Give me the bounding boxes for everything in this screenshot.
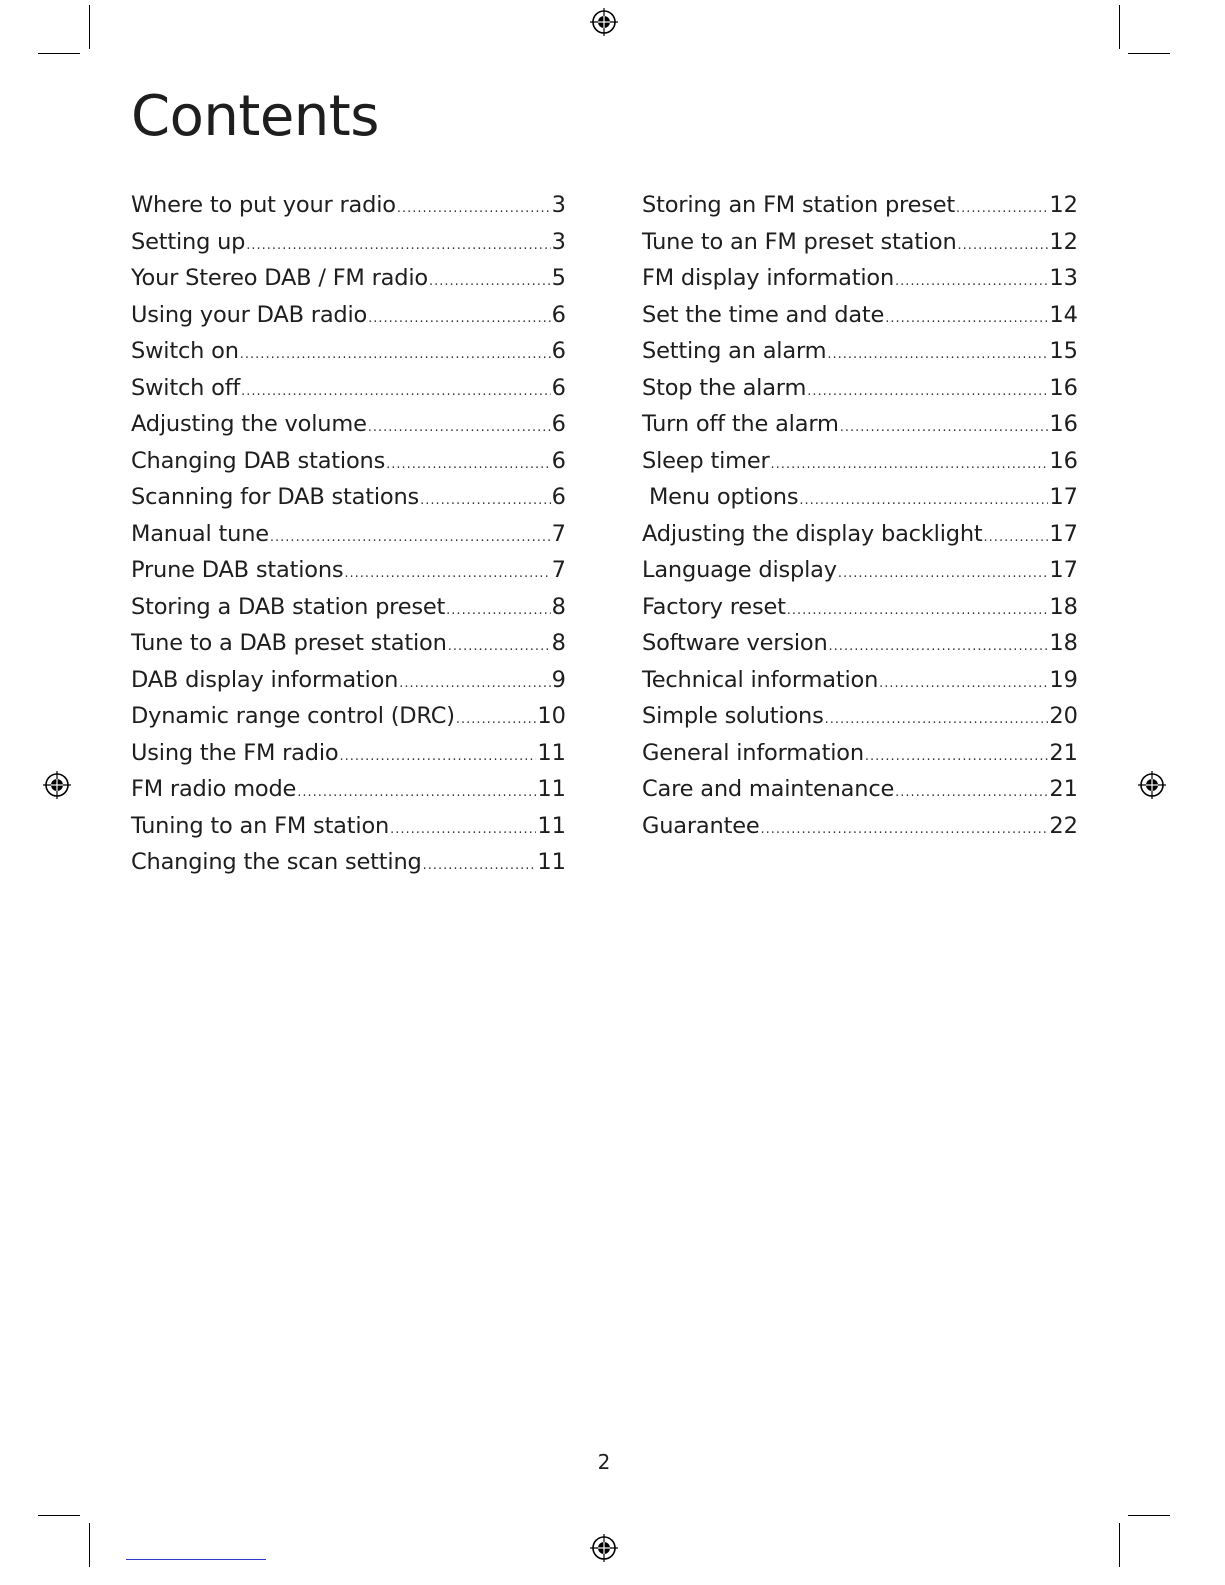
toc-entry-label: Stop the alarm [642, 374, 807, 401]
dot-leader [825, 712, 1049, 727]
dot-leader [956, 201, 1048, 216]
toc-entry-page: 17 [1049, 557, 1078, 583]
crop-mark [1128, 53, 1170, 54]
dot-leader [344, 566, 550, 581]
toc-entry-label: Changing DAB stations [131, 447, 386, 474]
toc-entry-page: 8 [551, 630, 566, 656]
dot-leader [386, 457, 551, 472]
toc-entry[interactable] [642, 192, 1078, 229]
toc-entry-page: 22 [1049, 812, 1078, 839]
dot-leader [368, 311, 551, 326]
dot-leader [456, 712, 537, 727]
toc-entry[interactable] [642, 521, 1078, 558]
toc-entry-label: Tune to a DAB preset station [131, 630, 447, 656]
dot-leader [879, 676, 1048, 691]
toc-entry[interactable] [131, 265, 566, 302]
toc-entry-page: 18 [1049, 630, 1078, 656]
toc-entry-page: 11 [537, 776, 566, 802]
toc-entry-label: FM display information [642, 265, 895, 291]
toc-entry-label: FM radio mode [131, 776, 297, 802]
dot-leader [827, 347, 1048, 362]
toc-entry[interactable] [642, 302, 1078, 339]
toc-entry[interactable] [131, 740, 566, 777]
toc-entry[interactable] [131, 594, 566, 631]
dot-leader [270, 530, 551, 545]
toc-entry[interactable] [131, 630, 566, 667]
dot-leader [838, 566, 1048, 581]
toc-entry-page: 11 [537, 739, 566, 766]
toc-entry-label: Setting an alarm [642, 338, 827, 364]
toc-entry-page: 7 [551, 520, 566, 547]
toc-entry-label: Simple solutions [642, 703, 824, 729]
toc-entry-label: Storing an FM station preset [642, 192, 956, 218]
toc-entry[interactable] [131, 484, 566, 521]
toc-entry[interactable] [131, 411, 566, 448]
dot-leader [240, 347, 551, 362]
crop-mark [38, 1515, 80, 1516]
toc-entry-label: Care and maintenance [642, 776, 895, 802]
toc-left-column [131, 192, 566, 886]
toc-entry-page: 9 [551, 666, 566, 693]
toc-right-column [642, 192, 1078, 849]
toc-entry[interactable] [642, 448, 1078, 485]
toc-entry[interactable] [642, 229, 1078, 266]
toc-entry[interactable] [642, 703, 1078, 740]
toc-entry-page: 6 [551, 411, 566, 437]
dot-leader [397, 201, 551, 216]
toc-entry-page: 11 [537, 812, 566, 839]
toc-entry-page: 21 [1049, 739, 1078, 766]
dot-leader [446, 603, 551, 618]
toc-entry[interactable] [642, 594, 1078, 631]
dot-leader [429, 274, 551, 289]
toc-entry-label: Where to put your radio [131, 192, 396, 218]
toc-entry[interactable] [131, 703, 566, 740]
dot-leader [761, 822, 1049, 837]
toc-entry[interactable] [131, 849, 566, 886]
dot-leader [339, 749, 536, 764]
dot-leader [771, 457, 1049, 472]
toc-entry-page: 10 [537, 703, 566, 729]
toc-entry[interactable] [642, 265, 1078, 302]
toc-entry-page: 16 [1049, 447, 1078, 474]
toc-entry-label: Prune DAB stations [131, 557, 344, 583]
toc-entry[interactable] [642, 667, 1078, 704]
dot-leader [807, 384, 1048, 399]
dot-leader [787, 603, 1049, 618]
toc-entry-label: Menu options [642, 484, 799, 510]
dot-leader [958, 238, 1049, 253]
toc-entry-label: Storing a DAB station preset [131, 593, 446, 620]
toc-entry[interactable] [642, 375, 1078, 412]
crop-mark [89, 5, 90, 49]
dot-leader [840, 420, 1049, 435]
toc-entry-label: Adjusting the display backlight [642, 520, 983, 547]
toc-entry-label: Adjusting the volume [131, 411, 367, 437]
toc-entry-label: Tuning to an FM station [131, 812, 390, 839]
toc-entry-page: 19 [1049, 666, 1078, 693]
dot-leader [984, 530, 1049, 545]
toc-entry-page: 5 [551, 265, 566, 291]
toc-entry-page: 17 [1049, 484, 1078, 510]
toc-entry-label: Software version [642, 630, 828, 656]
toc-entry-page: 6 [551, 484, 566, 510]
crop-mark [38, 53, 80, 54]
dot-leader [420, 493, 551, 508]
toc-entry-page: 6 [551, 301, 566, 328]
toc-entry-page: 16 [1049, 411, 1078, 437]
toc-entry-page: 6 [551, 338, 566, 364]
toc-entry[interactable] [131, 192, 566, 229]
dot-leader [895, 785, 1048, 800]
toc-entry[interactable] [131, 302, 566, 339]
crop-mark [89, 1523, 90, 1567]
crop-mark [1128, 1515, 1170, 1516]
toc-entry-page: 16 [1049, 374, 1078, 401]
toc-entry[interactable] [131, 776, 566, 813]
toc-entry[interactable] [642, 338, 1078, 375]
registration-mark-icon [1137, 770, 1167, 800]
toc-entry[interactable] [131, 338, 566, 375]
toc-entry-page: 6 [551, 374, 566, 401]
registration-mark-icon [589, 1533, 619, 1563]
toc-entry[interactable] [131, 557, 566, 594]
toc-entry-page: 12 [1049, 192, 1078, 218]
crop-mark [1119, 5, 1120, 49]
toc-entry-label: Tune to an FM preset station [642, 228, 957, 255]
dot-leader [246, 238, 550, 253]
toc-entry[interactable] [131, 813, 566, 850]
dot-leader [799, 493, 1048, 508]
toc-entry-page: 8 [551, 593, 566, 620]
dot-leader [241, 384, 551, 399]
toc-entry-label: Sleep timer [642, 447, 770, 474]
toc-entry-page: 15 [1049, 338, 1078, 364]
dot-leader [448, 639, 551, 654]
toc-entry[interactable] [642, 776, 1078, 813]
link-underline [126, 1559, 266, 1560]
toc-entry[interactable] [642, 813, 1078, 850]
registration-mark-icon [42, 770, 72, 800]
toc-entry-label: Setting up [131, 228, 246, 255]
toc-entry[interactable] [131, 448, 566, 485]
toc-entry[interactable] [642, 630, 1078, 667]
toc-entry-label: Manual tune [131, 520, 269, 547]
dot-leader [885, 311, 1048, 326]
toc-entry-page: 14 [1049, 301, 1078, 328]
toc-entry-label: General information [642, 739, 864, 766]
toc-entry-page: 13 [1049, 265, 1078, 291]
toc-entry-label: Changing the scan setting [131, 849, 422, 875]
toc-entry-page: 21 [1049, 776, 1078, 802]
toc-entry-label: Using your DAB radio [131, 301, 368, 328]
toc-entry-label: Using the FM radio [131, 739, 339, 766]
toc-entry-label: Guarantee [642, 812, 760, 839]
toc-entry[interactable] [642, 740, 1078, 777]
toc-entry-label: Switch off [131, 374, 241, 401]
toc-entry-label: Scanning for DAB stations [131, 484, 420, 510]
dot-leader [895, 274, 1048, 289]
toc-entry-label: Technical information [642, 666, 879, 693]
toc-entry-page: 11 [537, 849, 566, 875]
toc-entry[interactable] [131, 229, 566, 266]
page-number: 2 [597, 1450, 611, 1474]
toc-entry-page: 6 [551, 447, 566, 474]
dot-leader [368, 420, 551, 435]
dot-leader [829, 639, 1049, 654]
toc-entry-label: Factory reset [642, 593, 786, 620]
toc-entry-label: Dynamic range control (DRC) [131, 703, 455, 729]
toc-entry-page: 18 [1049, 593, 1078, 620]
toc-entry-label: Set the time and date [642, 301, 885, 328]
toc-entry-label: Language display [642, 557, 837, 583]
page-title: Contents [131, 84, 379, 149]
dot-leader [865, 749, 1048, 764]
dot-leader [390, 822, 536, 837]
toc-entry-label: Switch on [131, 338, 239, 364]
toc-entry[interactable] [131, 521, 566, 558]
toc-entry-page: 17 [1049, 520, 1078, 547]
toc-entry[interactable] [642, 557, 1078, 594]
crop-mark [1119, 1523, 1120, 1567]
toc-entry-page: 3 [551, 192, 566, 218]
toc-entry-label: Your Stereo DAB / FM radio [131, 265, 428, 291]
dot-leader [297, 785, 536, 800]
toc-entry-page: 12 [1049, 228, 1078, 255]
toc-entry-page: 20 [1049, 703, 1078, 729]
toc-entry[interactable] [131, 375, 566, 412]
registration-mark-icon [589, 7, 619, 37]
toc-entry[interactable] [642, 484, 1078, 521]
toc-entry-label: Turn off the alarm [642, 411, 839, 437]
dot-leader [399, 676, 550, 691]
toc-entry-label: DAB display information [131, 666, 399, 693]
toc-entry-page: 7 [551, 557, 566, 583]
toc-entry-page: 3 [551, 228, 566, 255]
toc-entry[interactable] [642, 411, 1078, 448]
dot-leader [423, 858, 537, 873]
toc-entry[interactable] [131, 667, 566, 704]
